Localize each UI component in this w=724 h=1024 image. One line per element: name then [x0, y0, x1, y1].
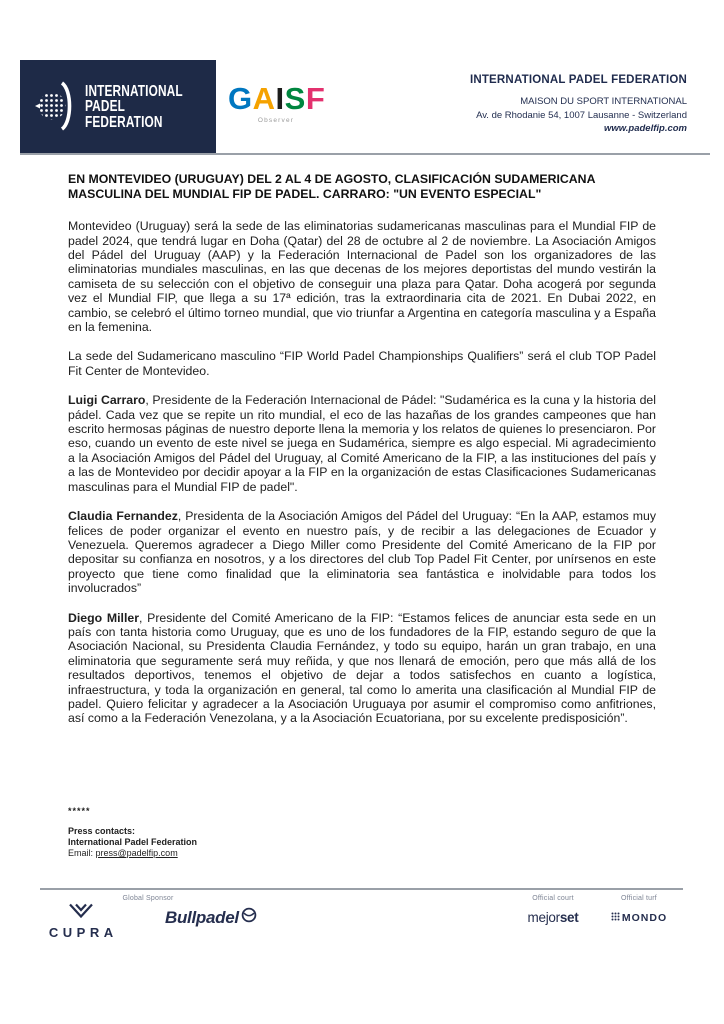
federation-building: MAISON DU SPORT INTERNATIONAL [520, 96, 687, 107]
article-title: EN MONTEVIDEO (URUGUAY) DEL 2 AL 4 DE AGOSTO, CLASIFICACIÓN SUDAMERICANA MASCULINA DEL MUNDIAL FIP DE PADEL. CARRARO: "UN EVENTO ESPECIAL" [68, 172, 595, 201]
mejorset-wordmark [516, 910, 590, 925]
padel-ball-icon [241, 907, 257, 928]
ipf-logo [20, 60, 216, 154]
ipf-logo-line: PADEL [85, 98, 125, 116]
paragraph-quote-carraro [68, 393, 656, 494]
mondo-wordmark-row [611, 912, 667, 924]
federation-name: INTERNATIONAL PADEL FEDERATION [469, 74, 687, 86]
ipf-logo-line: INTERNATIONAL [85, 82, 183, 100]
global-sponsor-label: Global Sponsor [122, 895, 174, 902]
footer-divider [40, 888, 683, 890]
federation-website: www.padelfip.com [603, 123, 687, 134]
paragraph-text: Montevideo (Uruguay) será la sede de las eliminatorias sudamericanas masculinas para el Mundial FIP de padel 2024, que tendrá lugar en Doha (Qatar) del 28 de octubre al 2 de noviembre. La Asociación Amigos del Pádel del Uruguay (AAP) y la Federación Internacional de Padel son los organizadores de las eliminatorias mundiales masculinas, en las que decenas de los mejores deportistas del mundo vestirán la camiseta de su selección con el objetivo de conseguir una plaza para Qatar. Doha acogerá por segunda vez el Mundial FIP, que llega a su 17ª edición, tras la extraordinaria cita de 2021. En Dubai 2022, en cambio, se celebró el último torneo mundial, que vio triunfar a Argentina en categoría masculina y a España en la femenina. [68, 219, 656, 335]
mejorset-part1: mejor [527, 910, 560, 925]
gaisf-letter-f: F [305, 81, 326, 116]
gaisf-logo [228, 81, 326, 124]
gaisf-letters [228, 81, 326, 116]
paragraph-venue [68, 349, 656, 378]
gaisf-letter-s: S [284, 81, 306, 116]
official-turf-label: Official turf [621, 895, 657, 902]
paragraph-text: , Presidente de la Federación Internacional de Pádel: "Sudamérica es la cuna y la historia del pádel. Cada vez que se repite un rito mundial, el eco de las hazañas de los grandes campeones que han escrito hermosas páginas de nuestro deporte llena la memoria y los relatos de quienes lo presenciaron. Por eso, cuando un evento de este nivel se juega en Sudamérica, siempre es algo especial. Mi agradecimiento a la Asociación Amigos del Pádel del Uruguay, al Comité Americano de la FIP, a las instituciones del país y a las de Montevideo por decidir apoyar a la FIP en la organización de estas Clasificaciones Sudamericanas masculinas para el Mundial FIP de padel". [68, 393, 656, 494]
cupra-emblem-icon [68, 905, 94, 922]
mondo-logo [604, 895, 674, 926]
mondo-text: MONDO [621, 912, 668, 924]
mejorset-part2: set [559, 910, 579, 925]
official-court-label: Official court [532, 895, 574, 902]
paragraph-quote-miller [68, 611, 656, 726]
paragraph-quote-fernandez [68, 509, 656, 595]
paragraph-intro [68, 219, 656, 334]
bullpadel-logo [165, 907, 257, 928]
letterhead-contact [470, 74, 687, 136]
header-divider [20, 153, 710, 155]
asterisk-separator: ***** [68, 806, 91, 816]
ipf-logo-line: FEDERATION [85, 113, 163, 131]
gaisf-subtitle: Observer [257, 117, 295, 124]
press-email-line [68, 848, 197, 859]
cupra-logo [33, 903, 129, 940]
email-label: Email: [68, 848, 96, 858]
mondo-dots-icon [611, 912, 620, 924]
press-contacts-org: International Padel Federation [68, 837, 198, 847]
cupra-wordmark: CUPRA [48, 925, 118, 940]
mejorset-logo [516, 895, 590, 925]
ipf-logo-text [85, 84, 183, 131]
gaisf-letter-g: G [228, 81, 253, 116]
press-contacts-block [68, 806, 197, 859]
gaisf-letter-a: A [252, 81, 276, 116]
speaker-name: Luigi Carraro [68, 393, 146, 408]
gaisf-letter-i: I [275, 81, 285, 116]
press-email-link[interactable]: press@padelfip.com [95, 848, 178, 858]
paragraph-text: , Presidenta de la Asociación Amigos del Pádel del Uruguay: “En la AAP, estamos muy felices de poder organizar el evento en nuestro país, y de recibir a las delegaciones de Ecuador y Venezuela. Queremos agradecer a Diego Miller como Presidente del Comité Americano de la FIP por depositar su confianza en nosotros, y a los directores del club Top Padel Fit Center, por unírsenos en este proyecto que tiene como finalidad que la eliminatoria sea fantástica e inolvidable para todos los involucrados” [68, 509, 657, 596]
federation-address: Av. de Rhodanie 54, 1007 Lausanne - Switzerland [476, 109, 687, 121]
speaker-name: Claudia Fernandez [68, 509, 178, 524]
paragraph-text: La sede del Sudamericano masculino “FIP World Padel Championships Qualifiers” será el club TOP Padel Fit Center de Montevideo. [68, 349, 656, 378]
article-body [68, 172, 656, 741]
paragraph-text: , Presidente del Comité Americano de la FIP: “Estamos felices de anunciar esta sede en un país con tanta historia como Uruguay, que es uno de los fundadores de la FIP, estando seguro de que la Asociación Nacional, su Presidenta Claudia Fernández, y todo su equipo, harán un gran trabajo, en una eliminatoria que seguramente será muy reñida, y que nos llenará de emoción, pero que más allá de los resultados deportivos, tenemos el objetivo de dejar a todos satisfechos en cuanto a logística, infraestructura, y toda la organización en general, tal como lo amerita una clasificación al Mundial FIP de padel. Quiero felicitar y agradecer a la Asociación Uruguaya por asumir el compromiso como anfitriones, así como a la Federación Venezolana, y a la Asociación Ecuatoriana, por su excelente predisposición”. [68, 610, 656, 726]
padel-racket-icon [34, 78, 78, 137]
bullpadel-wordmark: Bullpadel [165, 907, 239, 927]
press-contacts-label: Press contacts: [68, 826, 136, 836]
speaker-name: Diego Miller [68, 610, 139, 625]
